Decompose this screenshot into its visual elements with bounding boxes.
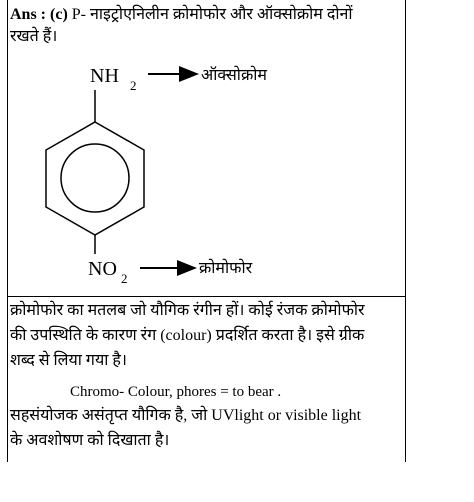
answer-text-2: रखते हैं। [10, 28, 58, 45]
section-divider [7, 296, 406, 297]
auxochrome-label: ऑक्सोक्रोम [201, 67, 267, 84]
explanation-line-4: Chromo- Colour, phores = to bear . [70, 384, 282, 400]
nh2-subscript: 2 [130, 78, 137, 93]
no2-group: NO [88, 258, 117, 280]
no2-subscript: 2 [121, 271, 128, 286]
aromatic-circle [61, 144, 129, 212]
explanation-line-6: के अवशोषण को दिखाता है। [10, 432, 170, 449]
nh2-group: NH [90, 65, 119, 87]
explanation-line-5: सहसंयोजक असंतृप्त यौगिक है, जो UVlight or visible light [10, 407, 362, 424]
answer-text-1: P- नाइट्रोएनिलीन क्रोमोफोर और ऑक्सोक्रोम दोनों [71, 6, 353, 23]
chromophore-label: क्रोमोफोर [199, 260, 253, 277]
explanation-line-3: शब्द से लिया गया है। [10, 352, 127, 369]
answer-label: Ans : (c) [10, 6, 68, 23]
explanation-line-2: की उपस्थिति के कारण रंग (colour) प्रदर्शित करता है। इसे ग्रीक [10, 327, 365, 344]
explanation-line-1: क्रोमोफोर का मतलब जो यौगिक रंगीन हों। कोई रंजक क्रोमोफोर [10, 302, 365, 319]
